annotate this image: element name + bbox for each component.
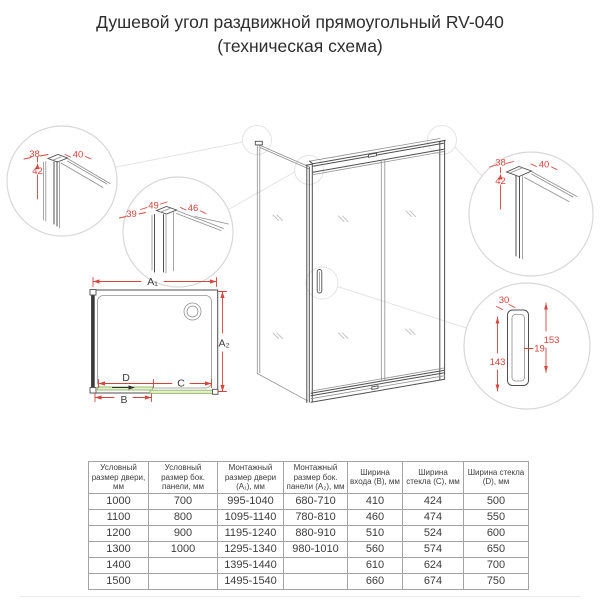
- size-spec-table: [88, 461, 529, 590]
- cell: 1300: [89, 541, 149, 557]
- dim-46: 46: [187, 203, 199, 214]
- door-handle: [317, 270, 322, 294]
- cell: 1200: [89, 525, 149, 541]
- cell: 1295-1340: [218, 541, 284, 557]
- table-row: [89, 541, 529, 557]
- cell: 1395-1440: [218, 557, 284, 573]
- dim-19: 19: [534, 343, 545, 355]
- table-row: [89, 557, 529, 573]
- side-panel: [255, 141, 308, 401]
- cell: [149, 557, 218, 573]
- dim-42: 42: [495, 176, 506, 187]
- cell: 524: [403, 525, 464, 541]
- cell: 700: [464, 557, 529, 573]
- column-header: Условный размер двери, мм: [89, 462, 149, 494]
- cell: 510: [348, 525, 403, 541]
- cell: 600: [464, 525, 529, 541]
- detail-circle-mid-left: [120, 177, 234, 287]
- cell: 700: [149, 493, 218, 509]
- dim-153: 153: [543, 335, 560, 346]
- cell: 995-1040: [218, 493, 284, 509]
- plan-dim-a2: [218, 292, 229, 392]
- plan-label-c: C: [177, 377, 185, 390]
- cell: [284, 557, 348, 573]
- table-row: [89, 493, 529, 509]
- cell: 624: [403, 557, 464, 573]
- table-row: [89, 525, 529, 541]
- detail-circle-top-left: [7, 126, 117, 236]
- table-row: [89, 573, 529, 589]
- plan-fixed-panel-glass: [150, 390, 214, 393]
- cell: 560: [348, 541, 403, 557]
- cell: 1500: [89, 573, 149, 589]
- cell: 1000: [89, 493, 149, 509]
- column-header: Монтажный размер бок. панели (A₂), мм: [284, 462, 348, 494]
- sliding-door-glass: [312, 152, 445, 391]
- cell: 680-710: [284, 493, 348, 509]
- cell: 474: [403, 509, 464, 525]
- cell: 780-810: [284, 509, 348, 525]
- cell: 750: [464, 573, 529, 589]
- cell: 574: [403, 541, 464, 557]
- title-line-2: (техническая схема): [217, 36, 383, 56]
- dim-42: 42: [32, 166, 43, 177]
- page-bottom-divider: [20, 596, 580, 597]
- dim-40: 40: [538, 159, 550, 171]
- cell: 650: [464, 541, 529, 557]
- cell: 1000: [149, 541, 218, 557]
- cell: 1400: [89, 557, 149, 573]
- cell: 660: [348, 573, 403, 589]
- plan-label-d: D: [122, 372, 130, 384]
- dim-143: 143: [489, 357, 506, 368]
- dim-49: 49: [148, 200, 159, 212]
- cell: 900: [149, 525, 218, 541]
- cell: 1495-1540: [218, 573, 284, 589]
- detail-circle-top-right: [469, 152, 593, 276]
- cell: [149, 573, 218, 589]
- column-header: Ширина стекла (C), мм: [403, 462, 464, 494]
- table-header-row: [89, 462, 529, 494]
- cell: 410: [348, 493, 403, 509]
- cell: 1100: [89, 509, 149, 525]
- cell: 424: [403, 493, 464, 509]
- column-header: Условный размер бок. панели, мм: [149, 462, 218, 494]
- plan-view: [90, 276, 230, 406]
- dim-38: 38: [495, 157, 506, 169]
- cell: 1195-1240: [218, 525, 284, 541]
- cell: 460: [348, 509, 403, 525]
- cell: 500: [464, 493, 529, 509]
- dim-39: 39: [126, 209, 137, 220]
- plan-dim-b: [95, 394, 152, 407]
- cell: 980-1010: [284, 541, 348, 557]
- plan-label-a1: A₁: [147, 276, 158, 288]
- door-frame: [306, 139, 445, 403]
- cell: 800: [149, 509, 218, 525]
- dim-30: 30: [498, 295, 510, 306]
- title-line-1: Душевой угол раздвижной прямоугольный RV-040: [96, 12, 504, 32]
- plan-label-b: B: [120, 394, 128, 406]
- dim-40: 40: [72, 149, 84, 161]
- column-header: Ширина входа (B), мм: [348, 462, 403, 494]
- table-row: [89, 509, 529, 525]
- cell: 610: [348, 557, 403, 573]
- cell: 550: [464, 509, 529, 525]
- detail-circle-handle: [464, 283, 590, 409]
- dim-38: 38: [29, 149, 40, 160]
- cell: 880-910: [284, 525, 348, 541]
- column-header: Монтажный размер двери (A₁), мм: [218, 462, 284, 494]
- column-header: Ширина стекла (D), мм: [464, 462, 529, 494]
- plan-label-a2: A₂: [218, 337, 230, 350]
- cell: 1095-1140: [218, 509, 284, 525]
- cell: [284, 573, 348, 589]
- cell: 674: [403, 573, 464, 589]
- glass-hatch-marks: [273, 211, 416, 339]
